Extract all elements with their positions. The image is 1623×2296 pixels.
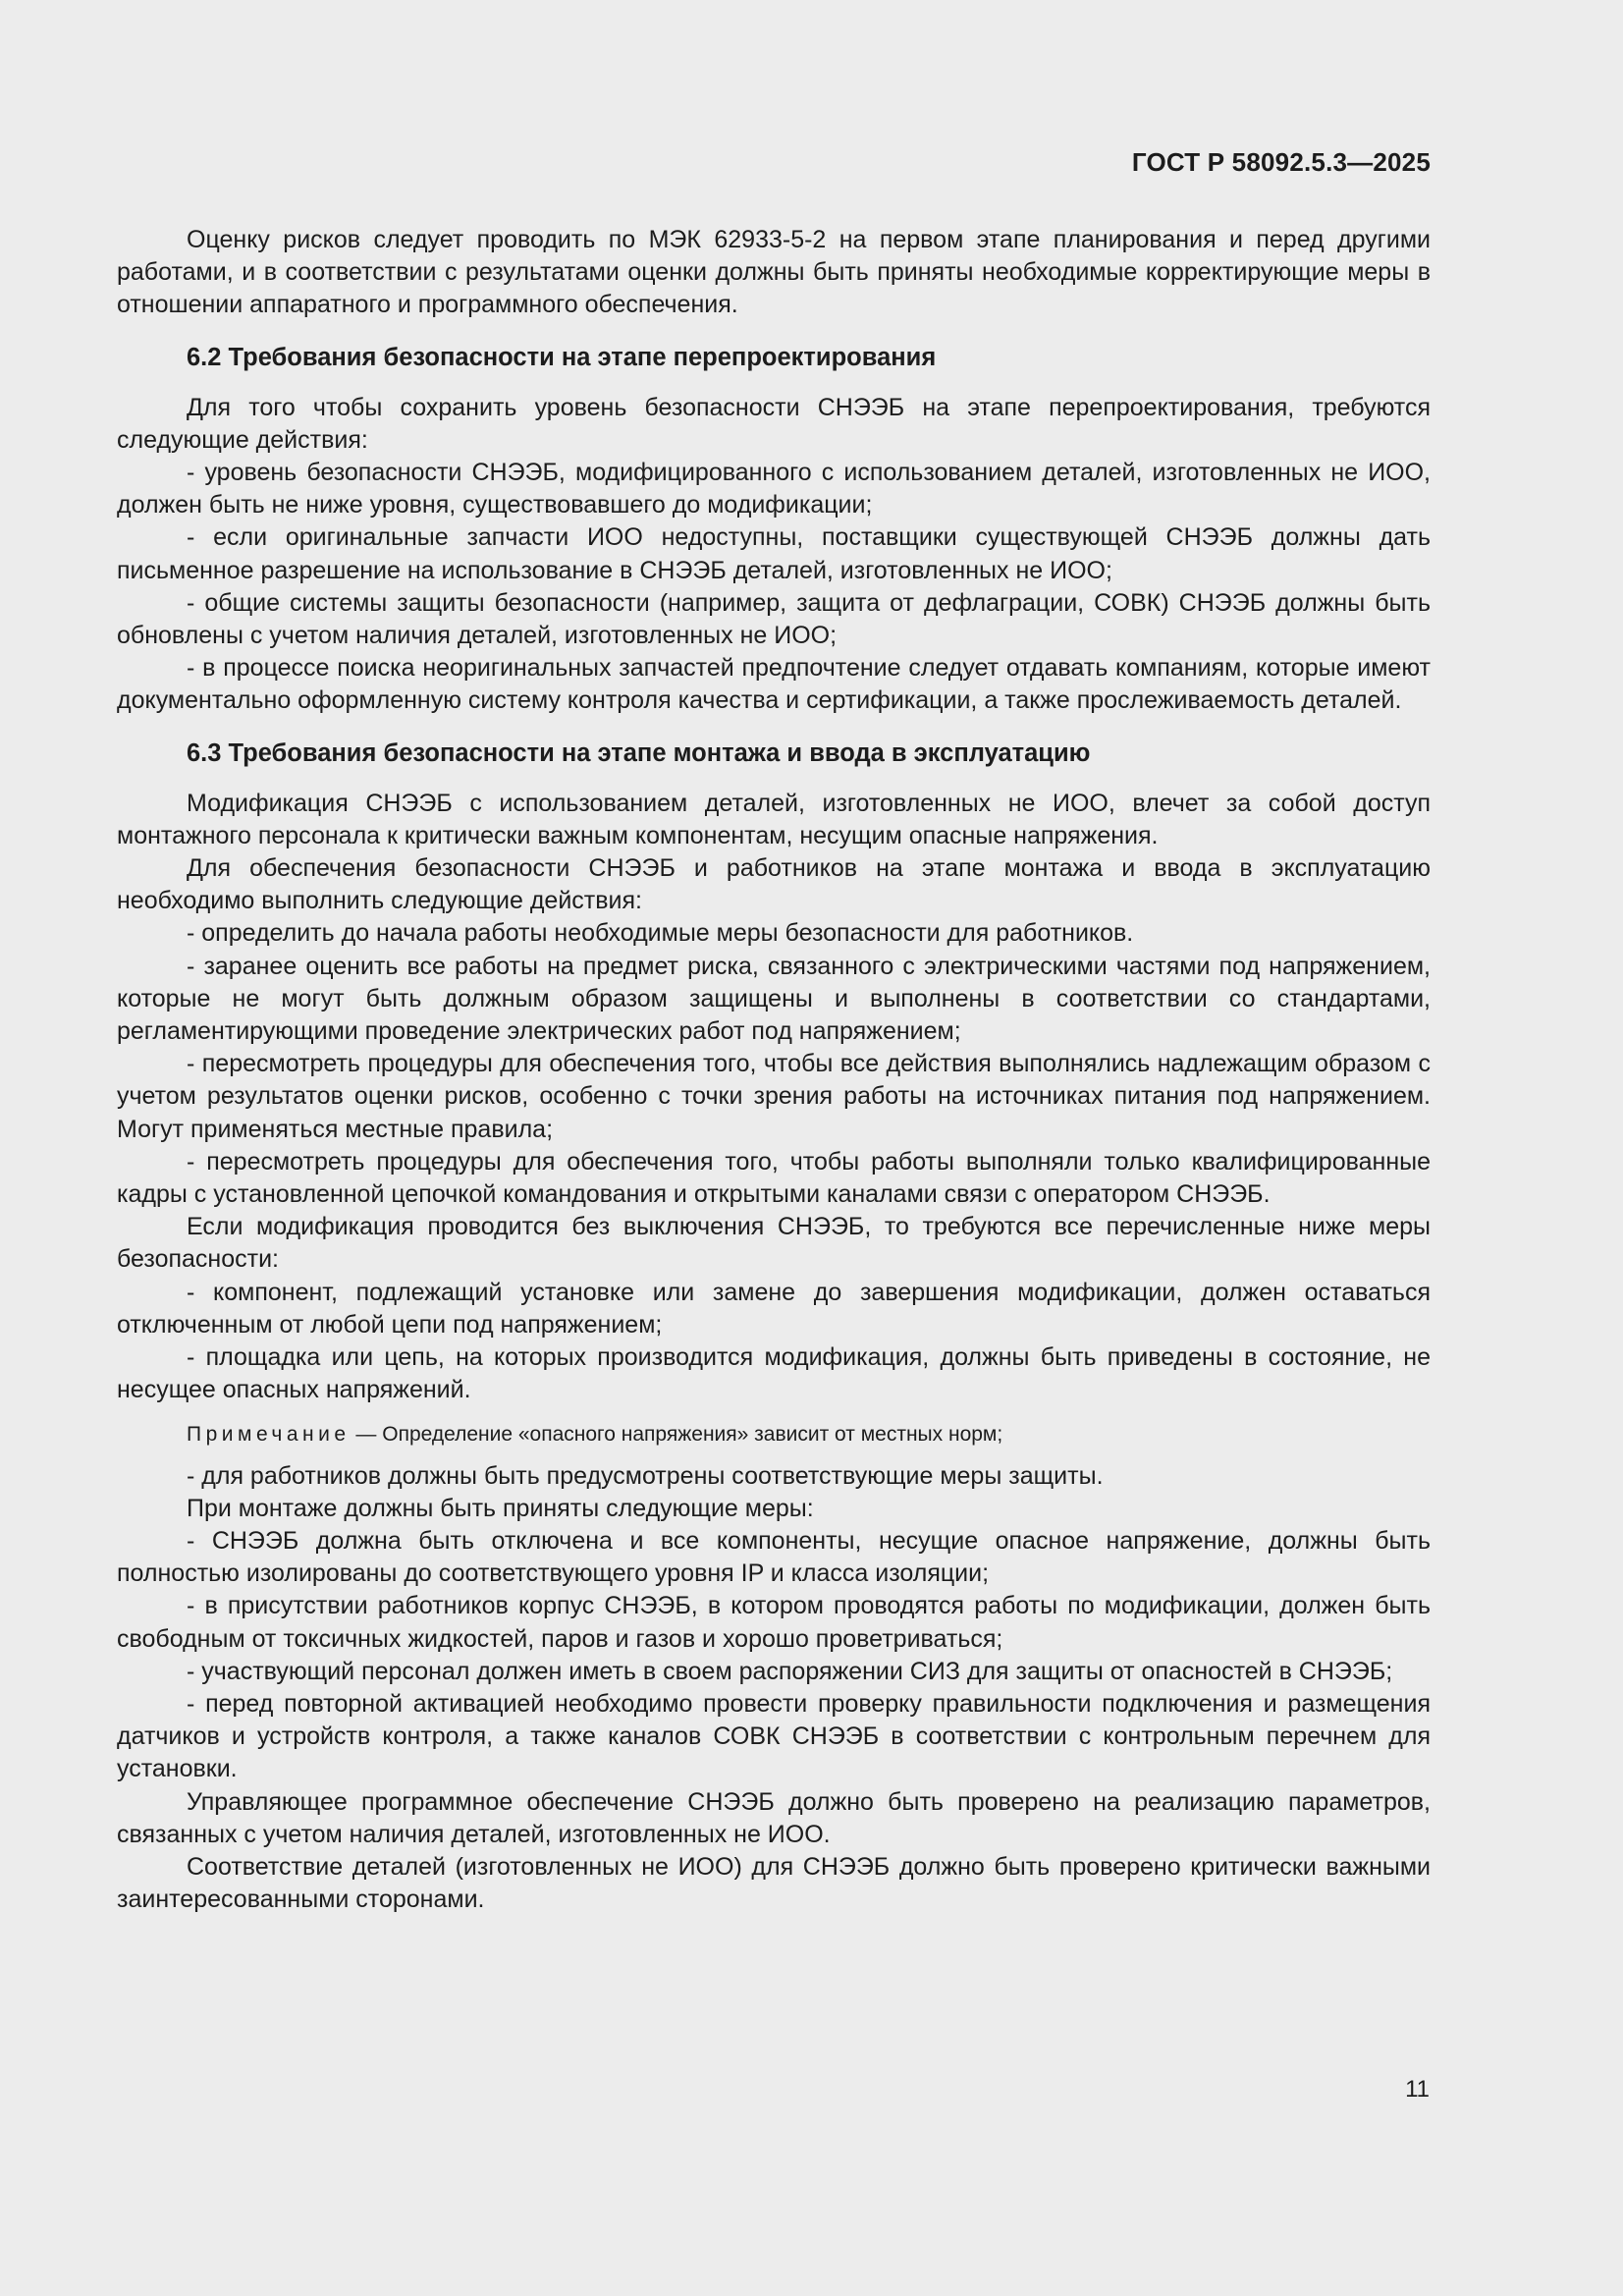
intro-paragraph: Оценку рисков следует проводить по МЭК 62933-5-2 на первом этапе планирования и перед другими работами, и в соответствии с результатами оценки должны быть приняты необходимые корректирующие меры в отношении аппаратного и программного обеспечения. [117,226,1431,319]
note-text: Определение «опасного напряжения» зависит от местных норм; [382,1422,1003,1446]
document-body [117,224,1431,1916]
list-item: - перед повторной активацией необходимо провести проверку правильности подключения и размещения датчиков и устройств контроля, а также каналов СОВК СНЭЭБ в соответствии с контрольным перечнем для установки. [117,1689,1431,1783]
list-item: - пересмотреть процедуры для обеспечения того, чтобы все действия выполнялись надлежащим образом с учетом результатов оценки рисков, особенно с точки зрения работы на источниках питания под напряжением. Могут применяться местные правила; [117,1050,1431,1143]
note [117,1421,1431,1449]
page-number: 11 [1405,2076,1430,2103]
list-item: - компонент, подлежащий установке или замене до завершения модификации, должен оставаться отключенным от любой цепи под напряжением; [117,1278,1431,1339]
list-item: - в присутствии работников корпус СНЭЭБ, в котором проводятся работы по модификации, должен быть свободным от токсичных жидкостей, паров и газов и хорошо проветриваться; [117,1592,1431,1653]
list-item: - уровень безопасности СНЭЭБ, модифицированного с использованием деталей, изготовленных не ИОО, должен быть не ниже уровня, существовавшего до модификации; [117,459,1431,519]
list-item: - в процессе поиска неоригинальных запчастей предпочтение следует отдавать компаниям, которые имеют документально оформленную систему контроля качества и сертификации, а также прослеживаемость деталей. [117,654,1431,715]
list-item: - пересмотреть процедуры для обеспечения того, чтобы работы выполняли только квалифицированные кадры с установленной цепочкой командования и открытыми каналами связи с оператором СНЭЭБ. [117,1147,1431,1209]
list-item: - для работников должны быть предусмотрены соответствующие меры защиты. [187,1461,1104,1490]
section-6-3-paragraph: Модификация СНЭЭБ с использованием деталей, изготовленных не ИОО, влечет за собой доступ монтажного персонала к критически важным компонентам, несущим опасные напряжения. [117,789,1431,849]
list-item: - заранее оценить все работы на предмет риска, связанного с электрическими частями под напряжением, которые не могут быть должным образом защищены и выполнены в соответствии со стандартами, регламентирующими проведение электрических работ под напряжением; [117,952,1431,1046]
document-code: ГОСТ Р 58092.5.3—2025 [1131,147,1431,177]
section-6-3-paragraph: Если модификация проводится без выключения СНЭЭБ, то требуются все перечисленные ниже меры безопасности: [117,1213,1431,1274]
section-6-2-lead: Для того чтобы сохранить уровень безопасности СНЭЭБ на этапе перепроектирования, требуются следующие действия: [117,393,1431,454]
list-item: - определить до начала работы необходимые меры безопасности для работников. [187,919,1134,948]
list-item: - если оригинальные запчасти ИОО недоступны, поставщики существующей СНЭЭБ должны дать письменное разрешение на использование в СНЭЭБ деталей, изготовленных не ИОО; [117,523,1431,584]
section-6-3-paragraph: Для обеспечения безопасности СНЭЭБ и работников на этапе монтажа и ввода в эксплуатацию необходимо выполнить следующие действия: [117,854,1431,915]
list-item: - общие системы защиты безопасности (например, защита от дефлаграции, СОВК) СНЭЭБ должны быть обновлены с учетом наличия деталей, изготовленных не ИОО; [117,588,1431,650]
list-item: - площадка или цепь, на которых производится модификация, должны быть приведены в состояние, не несущее опасных напряжений. [117,1343,1431,1404]
section-6-3-paragraph: Управляющее программное обеспечение СНЭЭБ должно быть проверено на реализацию параметров, связанных с учетом наличия деталей, изготовленных не ИОО. [117,1787,1431,1848]
note-label: Примечание [187,1422,351,1446]
section-6-3-paragraph: Соответствие деталей (изготовленных не ИОО) для СНЭЭБ должно быть проверено критически важными заинтересованными сторонами. [117,1852,1431,1914]
section-6-2-heading: 6.2 Требования безопасности на этапе перепроектирования [187,343,937,371]
section-6-3-paragraph: При монтаже должны быть приняты следующие меры: [187,1494,814,1522]
section-6-3-heading: 6.3 Требования безопасности на этапе монтажа и ввода в эксплуатацию [187,738,1091,767]
list-item: - участвующий персонал должен иметь в своем распоряжении СИЗ для защиты от опасностей в СНЭЭБ; [187,1657,1393,1685]
list-item: - СНЭЭБ должна быть отключена и все компоненты, несущие опасное напряжение, должны быть полностью изолированы до соответствующего уровня IP и класса изоляции; [117,1526,1431,1588]
note-dash: — [355,1422,377,1446]
